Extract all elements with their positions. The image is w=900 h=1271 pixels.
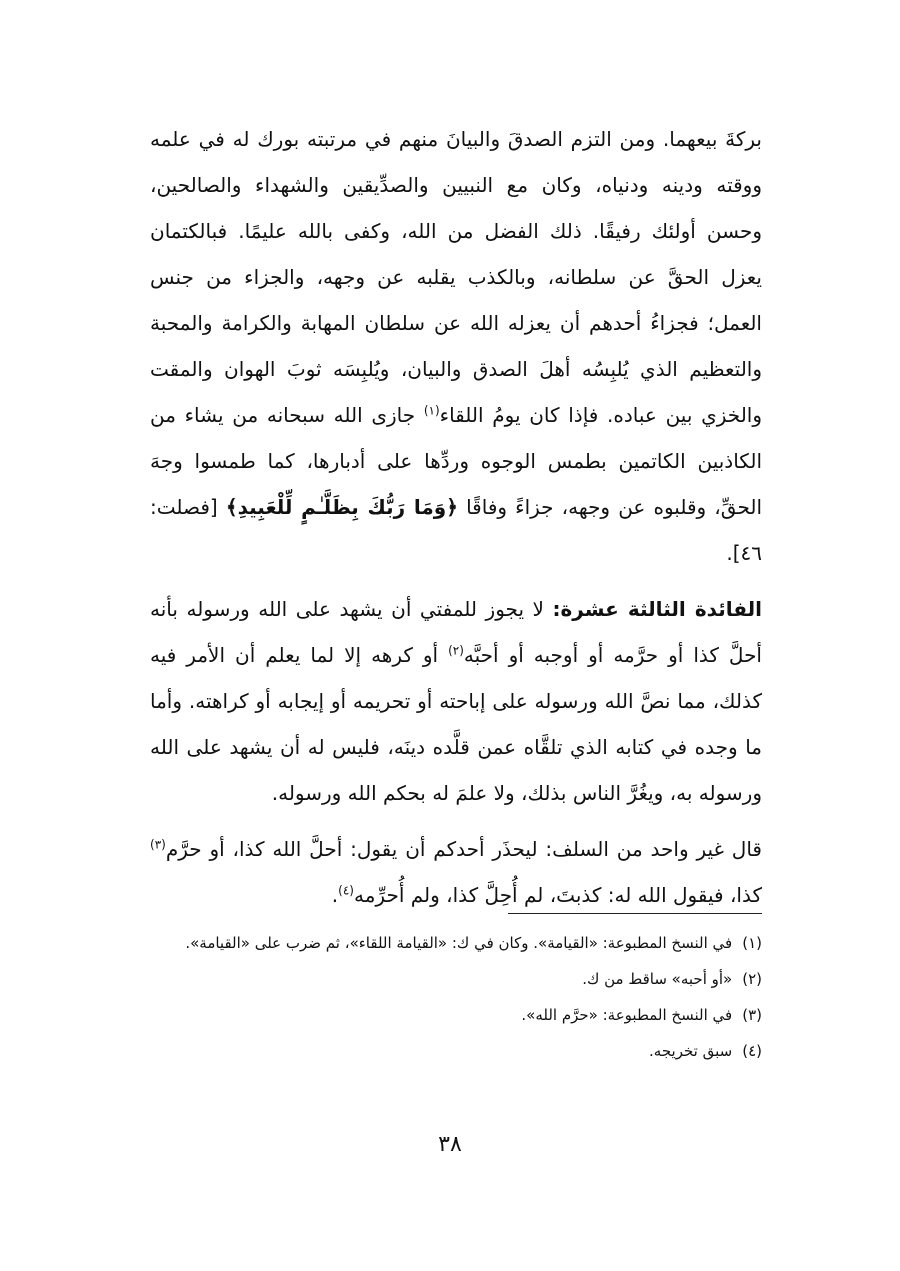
footnote-number: (٣)	[742, 1006, 762, 1024]
paragraph-2-text-a: لا يجوز للمفتي أن يشهد على الله ورسوله بأنه أحلَّ كذا أو حرَّمه أو أوجبه أو أحبَّه	[150, 597, 762, 667]
main-text-body	[150, 116, 762, 918]
footnote-number: (٢)	[742, 970, 762, 988]
paragraph-3-text-b: كذا، فيقول الله له: كذبتَ، لم أُحِلَّ كذا، ولم أُحرِّمه	[353, 883, 762, 907]
quran-reference: [فصلت: ٤٦].	[150, 495, 762, 565]
paragraph-1-text-a: بركةَ بيعهما. ومن التزم الصدقَ والبيانَ منهم في مرتبته بورك له في علمه ووقته ودينه ودنياه، وكان مع النبيين والصدِّيقين والشهداء والصالحين، وحسن أولئك رفيقًا. ذلك الفضل من الله، وكفى بالله عليمًا. فبالكتمان يعزل الحقَّ عن سلطانه، وبالكذب يقلبه عن وجهه، والجزاء من جنس العمل؛ فجزاءُ أحدهم أن يعزله الله عن سلطان المهابة والكرامة والمحبة والتعظيم الذي يُلبِسُه أهلَ الصدق والبيان، ويُلبِسَه ثوبَ الهوان والمقت والخزي بين عباده. فإذا كان يومُ اللقاء	[150, 127, 762, 427]
paragraph-2-text-b: أو كرهه إلا لما يعلم أن الأمر فيه كذلك، مما نصَّ الله ورسوله على إباحته أو تحريمه أو إيجابه أو كراهته. وأما ما وجده في كتابه الذي تلقَّاه عمن قلَّده دينَه، فليس له أن يشهد على الله ورسوله به، ويغُرَّ الناس بذلك، ولا علمَ له بحكم الله ورسوله.	[150, 643, 762, 805]
footnote-ref-2[interactable]: (٢)	[448, 643, 464, 658]
paragraph-3	[150, 826, 762, 918]
paragraph-2	[150, 586, 762, 816]
paragraph-2-heading: الفائدة الثالثة عشرة:	[552, 597, 762, 621]
footnote-number: (٤)	[742, 1042, 762, 1060]
footnotes	[148, 928, 762, 1072]
footnote-1	[148, 928, 762, 958]
footnote-ref-4[interactable]: (٤)	[338, 883, 354, 898]
footnote-text: «أو أحبه» ساقط من ك.	[582, 970, 733, 988]
footnote-ref-1[interactable]: (١)	[423, 403, 440, 418]
paragraph-3-text-a: قال غير واحد من السلف: ليحذَر أحدكم أن يقول: أحلَّ الله كذا، أو حرَّم	[165, 837, 762, 861]
page-number: ٣٨	[438, 1132, 462, 1157]
footnote-text: في النسخ المطبوعة: «حرَّم الله».	[521, 1006, 733, 1024]
footnote-4	[148, 1036, 762, 1066]
paragraph-1	[150, 116, 762, 576]
footnote-2	[148, 964, 762, 994]
paragraph-1-text-b: جازى الله سبحانه من يشاء من الكاذبين الكاتمين بطمس الوجوه وردِّها على أدبارها، كما طمسوا وجهَ الحقِّ، وقلبوه عن وجهه، جزاءً وفاقًا	[150, 403, 762, 519]
quran-verse: ﴿وَمَا رَبُّكَ بِظَلَّـٰمٍ لِّلْعَبِيدِ﴾	[225, 495, 458, 519]
footnote-ref-3[interactable]: (٣)	[150, 837, 166, 852]
footnote-separator	[508, 913, 762, 914]
footnote-3	[148, 1000, 762, 1030]
footnote-number: (١)	[742, 934, 762, 952]
paragraph-3-text-c: .	[331, 883, 339, 907]
footnote-text: سبق تخريجه.	[649, 1042, 733, 1060]
footnote-text: في النسخ المطبوعة: «القيامة». وكان في ك: «القيامة اللقاء»، ثم ضرب على «القيامة».	[185, 934, 733, 952]
